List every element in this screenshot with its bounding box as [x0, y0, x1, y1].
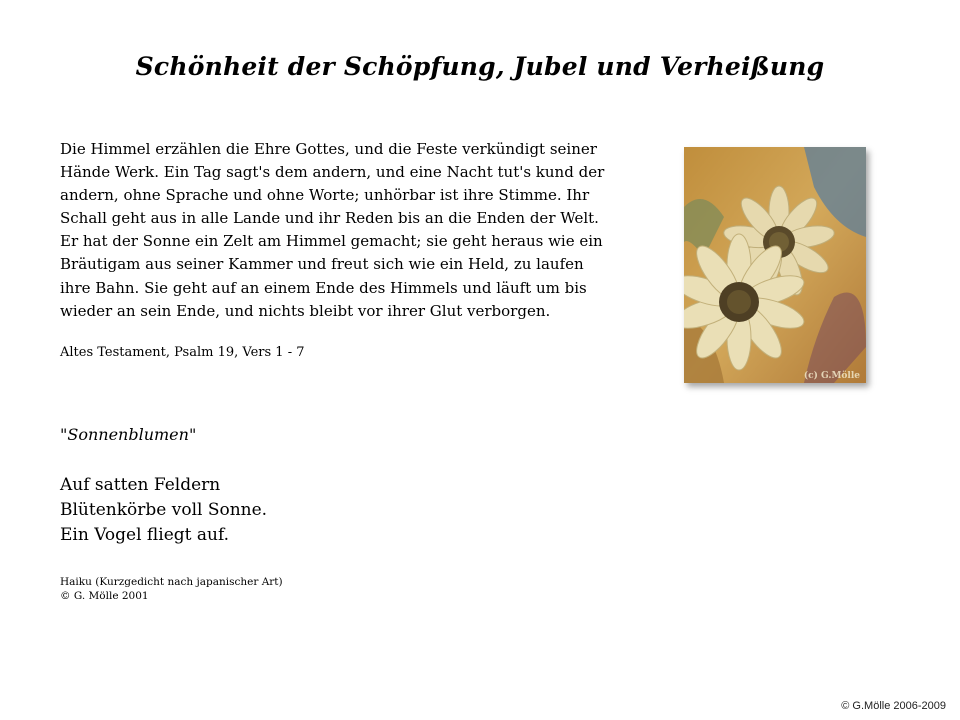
haiku-title: "Sonnenblumen" — [60, 425, 197, 444]
haiku-line-3: Ein Vogel fliegt auf. — [60, 525, 230, 545]
haiku-line-1: Auf satten Feldern — [60, 475, 221, 495]
haiku-body — [60, 473, 267, 548]
haiku-note: Haiku (Kurzgedicht nach japanischer Art) — [60, 576, 283, 588]
psalm-text: Die Himmel erzählen die Ehre Gottes, und die Feste verkündigt seiner Hände Werk. Ein Tag sagt's dem andern, und eine Nacht tut's kund der andern, ohne Sprache und ohne Worte; unhörbar ist ihre Stimme. Ihr Schall geht aus in alle Lande und ihr Reden bis an die Enden der Welt. Er hat der Sonne ein Zelt am Himmel gemacht; sie geht heraus wie ein Bräutigam aus seiner Kammer und freut sich wie ein Held, zu laufen ihre Bahn. Sie geht auf an einem Ende des Himmels und läuft um bis wieder an sein Ende, und nichts bleibt vor ihrer Glut verborgen. — [60, 140, 605, 320]
haiku-copyright: © G. Mölle 2001 — [60, 590, 149, 602]
sunflower-painting — [684, 147, 866, 383]
haiku-line-2: Blütenkörbe voll Sonne. — [60, 500, 268, 520]
psalm-source: Altes Testament, Psalm 19, Vers 1 - 7 — [60, 345, 305, 360]
sunflower-painting-image — [684, 147, 866, 383]
haiku-notes — [60, 575, 283, 603]
footer-copyright: © G.Mölle 2006-2009 — [841, 700, 946, 712]
page-title: Schönheit der Schöpfung, Jubel und Verheißung — [135, 52, 825, 81]
painting-watermark: (c) G.Mölle — [803, 371, 860, 381]
